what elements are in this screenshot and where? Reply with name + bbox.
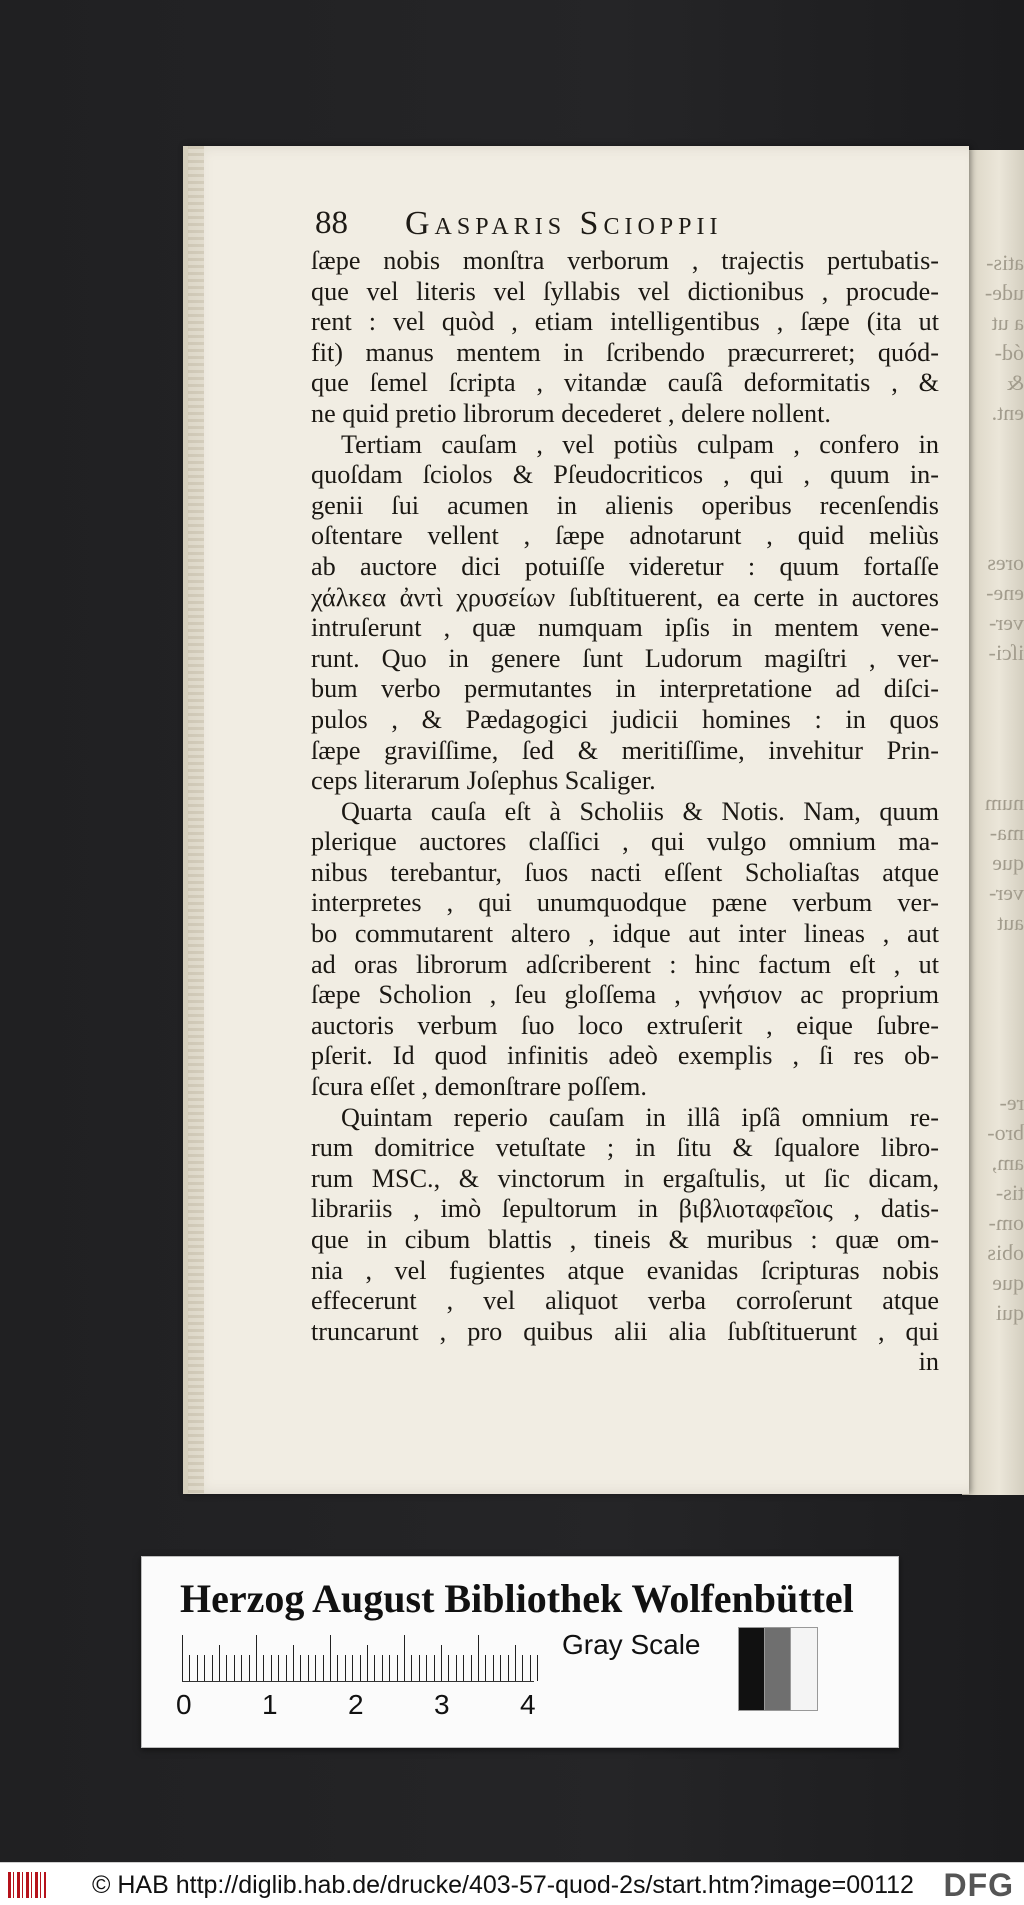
ruler-tick [397, 1655, 398, 1681]
ruler-tick [456, 1655, 457, 1681]
ruler-tick [204, 1655, 205, 1681]
text-line: bum verbo permutantes in interpretatione ad diſci- [311, 674, 939, 704]
ruler-tick [537, 1655, 538, 1681]
ruler-tick [323, 1655, 324, 1681]
text-line: fit) manus mentem in ſcribendo præcurreret; quód- [311, 337, 939, 367]
ruler-tick [426, 1655, 427, 1681]
text-line: rent : vel quòd , etiam intelligentibus , ſæpe (ita ut [311, 307, 939, 337]
ruler-number: 4 [520, 1689, 536, 1720]
running-header [315, 203, 935, 247]
ruler-tick [493, 1655, 494, 1681]
text-line: intruſerunt , quæ numquam ipſis in mentem vene- [311, 613, 939, 643]
text-line: in [918, 1347, 939, 1377]
ruler-tick [197, 1655, 198, 1681]
text-line: pulos , & Pædagogici judicii homines : in quos [311, 704, 939, 734]
ruler-tick [308, 1655, 309, 1681]
text-line: runt. Quo in genere ſunt Ludorum magiſtri , ver- [311, 643, 939, 673]
text-line: interpretes , qui unumquodque pæne verbum ver- [311, 888, 939, 918]
copyright-link[interactable]: © HAB http://diglib.hab.de/drucke/403-57-quod-2s/start.htm?image=00112 [92, 1871, 914, 1899]
page-gutter [188, 146, 204, 1494]
text-line: ne quid pretio librorum decederet , delere nollent. [311, 398, 831, 428]
ruler-tick [219, 1645, 220, 1681]
running-title: Gasparis Scioppii [405, 205, 723, 242]
text-line: que ſemel ſcripta , vitandæ cauſâ deformitatis , & [311, 368, 939, 398]
ruler-tick [508, 1655, 509, 1681]
gray-scale-label: Gray Scale [562, 1629, 701, 1660]
ruler-number: 1 [262, 1689, 278, 1720]
text-line: Quintam reperio cauſam in illâ ipſâ omnium re- [341, 1102, 939, 1132]
text-line: ab auctore dici potuiſſe videretur : quum fortaſſe [311, 551, 939, 581]
ruler-tick [345, 1655, 346, 1681]
ruler-tick [382, 1655, 383, 1681]
gray-swatch [764, 1627, 792, 1711]
ruler-tick [212, 1655, 213, 1681]
text-line: ceps literarum Joſephus Scaliger. [311, 766, 656, 796]
facing-page-edge: atis- ude- a ut ód- & ent. ores ene- ver- iſci- num ma- que ver- aut re- bro- am, tis- om- obis que qui [962, 150, 1024, 1495]
ruler-tick [352, 1655, 353, 1681]
ruler-tick [463, 1655, 464, 1681]
color-scale-card [141, 1556, 899, 1748]
text-line: oſtentare vellent , ſæpe adnotarunt , quid meliùs [311, 521, 939, 551]
ruler-tick [448, 1655, 449, 1681]
text-line: genii ſui acumen in alienis operibus recenſendis [311, 490, 939, 520]
text-line: truncarunt , pro quibus alii alia ſubſtituerunt , qui [311, 1316, 939, 1346]
ruler-tick [189, 1655, 190, 1681]
ruler-tick [478, 1635, 479, 1681]
text-line: nibus terebantur, ſuos nacti eſſent Scholiaſtas atque [311, 857, 939, 887]
text-line: plerique auctores claſſici , qui vulgo omnium ma- [311, 827, 939, 857]
barcode-icon [8, 1872, 46, 1898]
ruler-tick [404, 1635, 405, 1681]
text-line: pſerit. Id quod infinitis adeò exemplis , ſi res ob- [311, 1041, 939, 1071]
text-line: nia , vel fugientes atque evanidas ſcripturas nobis [311, 1255, 939, 1285]
ruler-tick [337, 1655, 338, 1681]
text-line: χάλκεα ἀντὶ χρυσείων ſubſtituerent, ea certe in auctores [311, 582, 939, 612]
text-line: quoſdam ſciolos & Pſeudocriticos , qui , quum in- [311, 460, 939, 490]
ruler-tick [293, 1645, 294, 1681]
ruler-tick [226, 1655, 227, 1681]
ruler-tick [300, 1655, 301, 1681]
text-line: rum MSC., & vinctorum in ergaſtulis, ut ſic dicam, [311, 1163, 939, 1193]
ruler-tick [241, 1655, 242, 1681]
ruler-tick [256, 1635, 257, 1681]
ruler-tick [522, 1655, 523, 1681]
page-number: 88 [315, 205, 348, 241]
ruler-tick [278, 1655, 279, 1681]
ruler-number: 2 [348, 1689, 364, 1720]
footer-bar [0, 1862, 1024, 1905]
text-line: rum domitrice vetuſtate ; in ſitu & ſqualore libro- [311, 1133, 939, 1163]
text-line: ſæpe graviſſime, ſed & meritiſſime, invehitur Prin- [311, 735, 939, 765]
text-line: ſæpe nobis monſtra verborum , trajectis pertubatis- [311, 246, 939, 275]
ruler [182, 1635, 542, 1695]
ruler-tick [360, 1655, 361, 1681]
ruler-tick [485, 1655, 486, 1681]
ruler-tick [271, 1655, 272, 1681]
ruler-tick [471, 1655, 472, 1681]
text-line: librariis , imò ſepultorum in βιβλιοταφεῖοις , datis- [311, 1194, 939, 1224]
page-text [311, 246, 939, 1378]
ruler-tick [441, 1645, 442, 1681]
text-line: Quarta cauſa eſt à Scholiis & Notis. Nam, quum [341, 796, 939, 826]
text-line: effecerunt , vel aliquot verba corroſerunt atque [311, 1286, 939, 1316]
library-name: Herzog August Bibliothek Wolfenbüttel [180, 1576, 854, 1621]
ruler-baseline [182, 1681, 534, 1682]
gray-swatch [790, 1627, 818, 1711]
text-line: auctoris verbum ſuo loco extruſerit , eique ſubre- [311, 1010, 939, 1040]
ruler-tick [315, 1655, 316, 1681]
ruler-number: 3 [434, 1689, 450, 1720]
text-line: ad oras librorum adſcriberent : hinc factum eſt , ut [311, 949, 939, 979]
ruler-tick [515, 1645, 516, 1681]
ruler-tick [330, 1635, 331, 1681]
ruler-tick [530, 1655, 531, 1681]
ruler-tick [182, 1635, 183, 1681]
ruler-tick [234, 1655, 235, 1681]
ruler-tick [374, 1655, 375, 1681]
gray-swatch [738, 1627, 766, 1711]
text-line: ſæpe Scholion , ſeu gloſſema , γνήσιον ac proprium [311, 980, 939, 1010]
ruler-tick [249, 1655, 250, 1681]
ruler-tick [389, 1655, 390, 1681]
ruler-number: 0 [176, 1689, 192, 1720]
ruler-tick [500, 1655, 501, 1681]
ruler-tick [411, 1655, 412, 1681]
text-line: que in cibum blattis , tineis & muribus : quæ om- [311, 1225, 939, 1254]
text-line: bo commutarent altero , idque aut inter lineas , aut [311, 919, 939, 949]
text-line: que vel literis vel ſyllabis vel dictionibus , procude- [311, 276, 939, 306]
text-line: Tertiam cauſam , vel potiùs culpam , confero in [341, 429, 939, 459]
text-line: ſcura eſſet , demonſtrare poſſem. [311, 1072, 647, 1102]
ruler-tick [367, 1645, 368, 1681]
ruler-tick [286, 1655, 287, 1681]
ruler-tick [419, 1655, 420, 1681]
ruler-tick [263, 1655, 264, 1681]
ruler-tick [434, 1655, 435, 1681]
dfg-logo: DFG [943, 1867, 1014, 1903]
